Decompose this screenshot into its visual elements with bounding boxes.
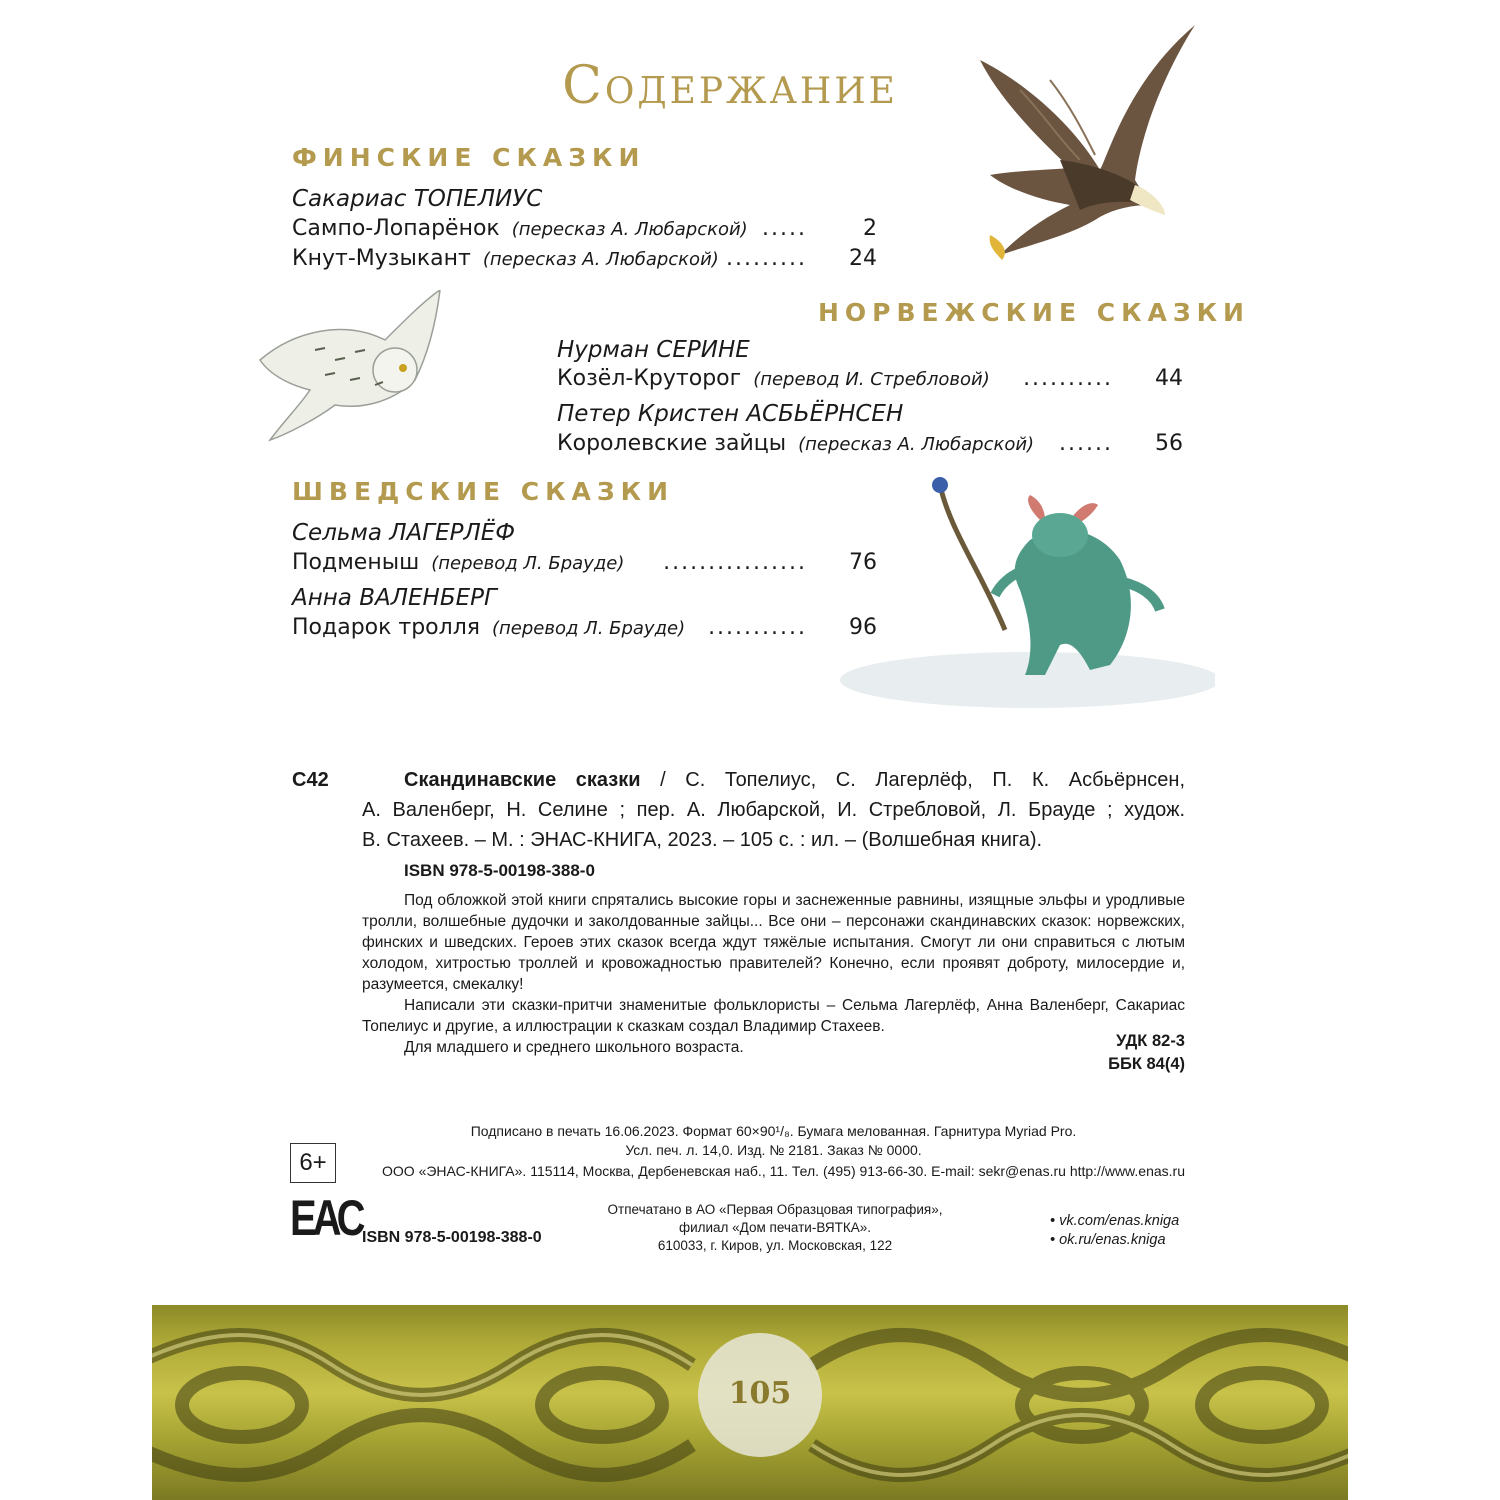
author-topelius: Сакариас ТОПЕЛИУС	[292, 186, 543, 212]
entry-note: (перевод И. Стребловой)	[753, 369, 990, 390]
snowy-owl-illustration	[255, 290, 450, 445]
imprint-isbn: ISBN 978-5-00198-388-0	[362, 1229, 542, 1246]
catalog-isbn: ISBN 978-5-00198-388-0	[404, 861, 595, 880]
entry-note: (пересказ А. Любарской)	[482, 249, 719, 270]
author-asbjornsen: Петер Кристен АСБЬЁРНСЕН	[557, 401, 904, 427]
social-links	[1050, 1212, 1179, 1250]
printer-line3: 610033, г. Киров, ул. Московская, 122	[657, 1238, 893, 1253]
annotation-age: Для младшего и среднего школьного возраста.	[404, 1039, 744, 1056]
toc-entry	[292, 615, 877, 640]
entry-title: Сампо-Лопарёнок	[292, 216, 500, 241]
page-number: 105	[728, 1376, 792, 1411]
entry-title: Козёл-Круторог	[557, 366, 742, 391]
entry-page: 2	[863, 216, 877, 241]
annotation-paragraph-2: Написали эти сказки-притчи знаменитые фольклористы – Сельма Лагерлёф, Анна Валенберг, Сакариас Топелиус и другие, а иллюстрации к сказкам создал Владимир Стахеев.	[362, 997, 1185, 1035]
section-heading-finnish: ФИНСКИЕ СКАЗКИ	[292, 143, 646, 172]
social-vk-link[interactable]: • vk.com/enas.kniga	[1050, 1213, 1180, 1229]
imprint-line1: Подписано в печать 16.06.2023. Формат 60×90¹/₈. Бумага мелованная. Гарнитура Myriad Pro.	[470, 1123, 1077, 1139]
classification	[1060, 1030, 1185, 1076]
catalog-line1: / С. Топелиус, С. Лагерлёф, П. К. Асбьёрнсен,	[640, 769, 1185, 791]
social-ok-link[interactable]: • ok.ru/enas.kniga	[1050, 1232, 1166, 1248]
entry-note: (пересказ А. Любарской)	[511, 219, 748, 240]
toc-entry	[557, 366, 1183, 391]
catalog-line2: А. Валенберг, Н. Селине ; пер. А. Любарской, И. Стребловой, Л. Брауде ; худож.	[362, 799, 1185, 821]
bbk-code: ББК 84(4)	[1108, 1055, 1185, 1073]
printer-line1: Отпечатано в АО «Первая Образцовая типография»,	[607, 1202, 943, 1217]
annotation-paragraph-1: Под обложкой этой книги спрятались высокие горы и заснеженные равнины, изящные эльфы и уродливые тролли, волшебные дудочки и заколдованные зайцы... Все они – персонажи скандинавских сказок: норвежских, финских и шведских. Героев этих сказок всегда ждут тяжёлые испытания. Смогут ли они справиться с лютым холодом, хитростью троллей и кровожадностью правителей? Конечно, если проявят доброту, милосердие и, разумеется, смекалку!	[362, 892, 1185, 993]
toc-entry	[557, 431, 1183, 456]
eac-mark: ЕАС	[290, 1190, 362, 1246]
entry-title: Королевские зайцы	[557, 431, 787, 456]
catalog-line3: В. Стахеев. – М. : ЭНАС-КНИГА, 2023. – 105 с. : ил. – (Волшебная книга).	[362, 829, 1043, 851]
entry-page: 96	[849, 615, 877, 640]
author-serine: Нурман СЕРИНЕ	[557, 337, 750, 363]
toc-entry	[292, 550, 877, 575]
eagle-illustration	[960, 20, 1205, 260]
section-heading-swedish: ШВЕДСКИЕ СКАЗКИ	[292, 477, 675, 506]
entry-page: 44	[1155, 366, 1183, 391]
catalog-book-title: Скандинавские сказки	[404, 769, 641, 791]
entry-title: Подарок тролля	[292, 615, 480, 640]
imprint-line2: Усл. печ. л. 14,0. Изд. № 2181. Заказ № 0000.	[625, 1142, 922, 1158]
author-lagerlof: Сельма ЛАГЕРЛЁФ	[292, 520, 516, 546]
printer-info	[580, 1201, 970, 1255]
section-heading-norwegian: НОРВЕЖСКИЕ СКАЗКИ	[818, 298, 1250, 327]
entry-title: Подменыш	[292, 550, 420, 575]
page-title: Содержание	[562, 56, 898, 116]
publisher-info: ООО «ЭНАС-КНИГА». 115114, Москва, Дербеневская наб., 11. Тел. (495) 913-66-30. E-mail: sekr@enas.ru http://www.enas.ru	[382, 1163, 1185, 1179]
entry-leader: .........	[726, 246, 807, 271]
troll-illustration	[830, 470, 1215, 720]
entry-leader: ...........	[708, 615, 807, 640]
imprint-details	[362, 1122, 1185, 1160]
udk-code: УДК 82-3	[1116, 1032, 1185, 1050]
entry-page: 56	[1155, 431, 1183, 456]
toc-entry	[292, 216, 877, 241]
entry-leader: .....	[762, 216, 807, 241]
entry-title: Кнут-Музыкант	[292, 246, 471, 271]
catalog-description	[362, 765, 1185, 855]
entry-note: (перевод Л. Брауде)	[492, 618, 686, 639]
printer-line2: филиал «Дом печати-ВЯТКА».	[678, 1220, 872, 1235]
catalog-code: С42	[292, 769, 329, 791]
entry-page: 76	[849, 550, 877, 575]
entry-note: (пересказ А. Любарской)	[798, 434, 1035, 455]
entry-leader: ................	[663, 550, 807, 575]
toc-entry	[292, 246, 877, 271]
entry-leader: ..........	[1023, 366, 1113, 391]
entry-page: 24	[849, 246, 877, 271]
age-rating-badge: 6+	[290, 1143, 336, 1183]
entry-leader: ......	[1059, 431, 1113, 456]
author-valenberg: Анна ВАЛЕНБЕРГ	[292, 585, 497, 611]
entry-note: (перевод Л. Брауде)	[431, 553, 625, 574]
